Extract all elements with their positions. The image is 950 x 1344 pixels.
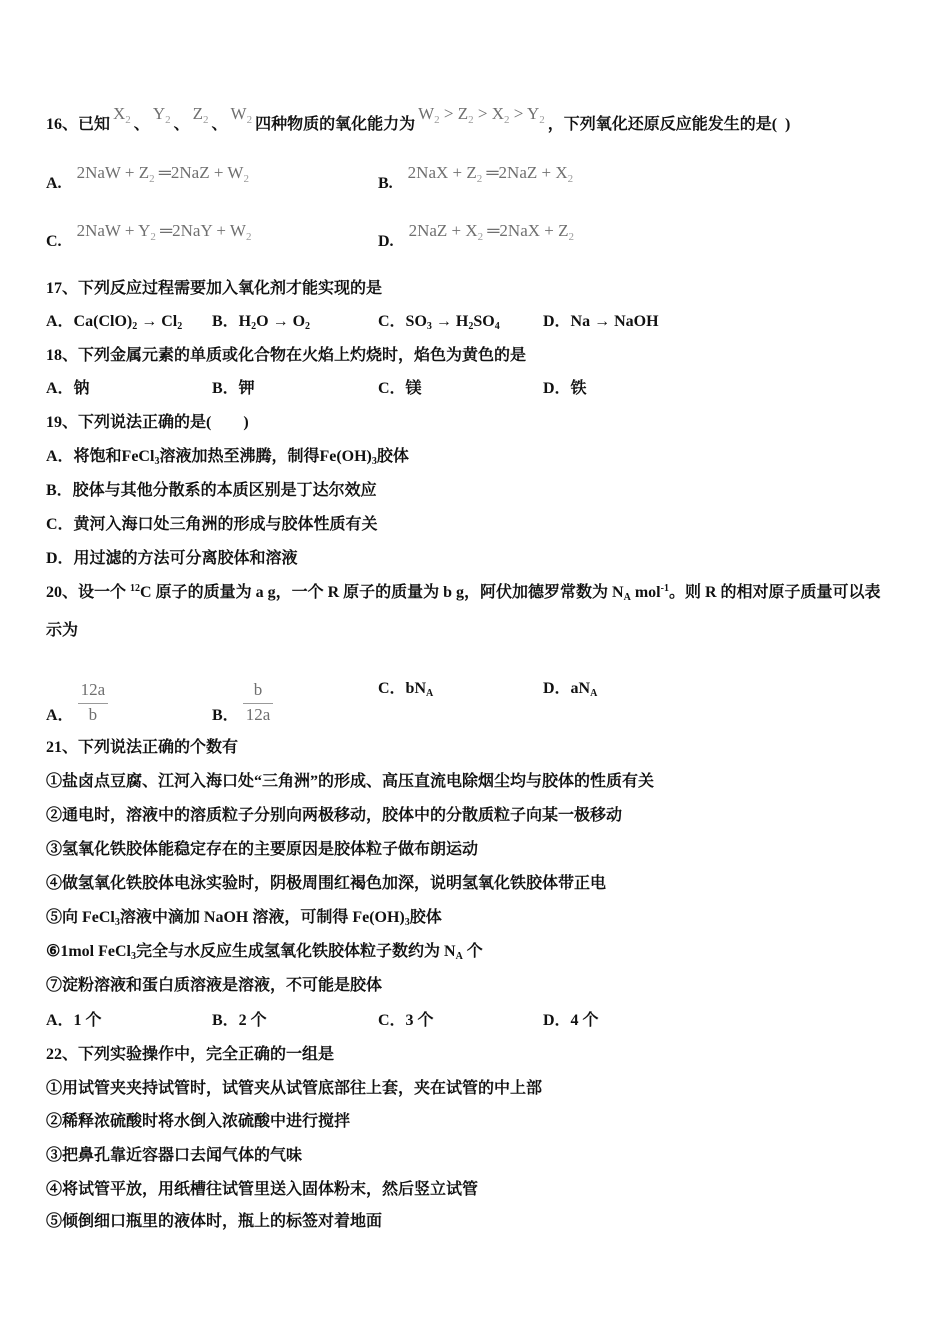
text-run: 胶体 bbox=[409, 909, 442, 926]
formula bbox=[110, 104, 134, 126]
subscript: 2 bbox=[567, 173, 574, 185]
text-run: 2NaX + Z bbox=[407, 163, 477, 182]
formula bbox=[228, 104, 256, 126]
text-run: A．Ca(ClO) bbox=[46, 313, 133, 330]
text-run: B． bbox=[212, 707, 239, 724]
fraction-denominator: b bbox=[88, 705, 98, 724]
text-run: O → O bbox=[256, 313, 306, 330]
formula bbox=[74, 221, 255, 243]
text-run: 四种物质的氧化能力为 bbox=[255, 116, 416, 133]
text-run: W bbox=[230, 104, 247, 123]
subscript: A bbox=[590, 688, 598, 699]
text-run: ═2NaY + W bbox=[155, 221, 246, 240]
q21-statement-3: ③氢氧化铁胶体能稳定存在的主要原因是胶体粒子做布朗运动 bbox=[46, 841, 479, 858]
q22-stem: 22、下列实验操作中，完全正确的一组是 bbox=[46, 1046, 335, 1063]
subscript: 2 bbox=[165, 114, 171, 126]
text-run: A． bbox=[46, 707, 74, 724]
subscript: 2 bbox=[203, 114, 209, 126]
q21-option-b: B．2 个 bbox=[212, 1012, 267, 1029]
subscript: A bbox=[455, 951, 463, 962]
subscript: 2 bbox=[132, 321, 138, 332]
text-run: > Y bbox=[509, 104, 540, 123]
q21-option-d: D．4 个 bbox=[543, 1012, 599, 1029]
text-run: C．bN bbox=[378, 680, 427, 697]
text-run: ═2NaX + Z bbox=[483, 221, 569, 240]
subscript: 2 bbox=[503, 114, 510, 126]
text-run: 、 bbox=[211, 116, 228, 133]
text-run: W bbox=[418, 104, 435, 123]
text-run: A．将饱和FeCl bbox=[46, 448, 155, 465]
text-run: 2NaW + Y bbox=[76, 221, 151, 240]
subscript: 2 bbox=[150, 231, 156, 243]
q20-option-a bbox=[46, 679, 108, 726]
formula bbox=[74, 163, 252, 185]
q20-stem bbox=[46, 583, 881, 603]
q21-statement-2: ②通电时，溶液中的溶质粒子分别向两极移动，胶体中的分散质粒子向某一极移动 bbox=[46, 807, 623, 824]
text-run: → H bbox=[431, 313, 469, 330]
subscript: A bbox=[623, 592, 631, 603]
text-run: 完全与水反应生成氢氧化铁胶体粒子数约为 N bbox=[136, 943, 456, 960]
text-run: 20、设一个 bbox=[46, 584, 131, 601]
text-run: C．SO bbox=[378, 313, 427, 330]
q17-stem: 17、下列反应过程需要加入氧化剂才能实现的是 bbox=[46, 280, 383, 297]
q22-statement-5: ⑤倾倒细口瓶里的液体时，瓶上的标签对着地面 bbox=[46, 1213, 383, 1230]
text-run: ═2NaZ + X bbox=[482, 163, 568, 182]
subscript: 2 bbox=[251, 321, 257, 332]
q18-option-c: C．镁 bbox=[378, 380, 422, 397]
q20-stem-continued: 示为 bbox=[46, 622, 79, 639]
subscript: 3 bbox=[371, 456, 377, 467]
text-run: ⑥1mol FeCl bbox=[46, 943, 131, 960]
fraction-numerator: 12a bbox=[78, 679, 109, 704]
q21-stem: 21、下列说法正确的个数有 bbox=[46, 739, 239, 756]
formula bbox=[150, 104, 174, 126]
q16-option-c bbox=[46, 221, 254, 252]
text-run: X bbox=[113, 104, 126, 123]
text-run: D．aN bbox=[543, 680, 591, 697]
text-run: 个 bbox=[462, 943, 483, 960]
fraction-numerator: b bbox=[243, 679, 274, 704]
subscript: 3 bbox=[426, 321, 432, 332]
subscript: 2 bbox=[568, 231, 575, 243]
text-run: 2NaZ + X bbox=[408, 221, 478, 240]
q20-option-b bbox=[212, 679, 273, 726]
q21-statement-7: ⑦淀粉溶液和蛋白质溶液是溶液，不可能是胶体 bbox=[46, 977, 383, 994]
q21-statement-5 bbox=[46, 908, 442, 928]
q17-option-b bbox=[212, 312, 310, 332]
q21-statement-1: ①盐卤点豆腐、江河入海口处“三角洲”的形成、高压直流电除烟尘均与胶体的性质有关 bbox=[46, 773, 655, 790]
fraction-denominator: 12a bbox=[245, 705, 271, 724]
text-run: B. bbox=[378, 175, 393, 192]
q19-stem: 19、下列说法正确的是( ) bbox=[46, 414, 249, 431]
q22-statement-1: ①用试管夹夹持试管时，试管夹从试管底部往上套，夹在试管的中上部 bbox=[46, 1080, 543, 1097]
q19-option-c: C．黄河入海口处三角洲的形成与胶体性质有关 bbox=[46, 516, 378, 533]
q22-statement-4: ④将试管平放，用纸槽往试管里送入固体粉末，然后竖立试管 bbox=[46, 1181, 479, 1198]
text-run: B．H bbox=[212, 313, 252, 330]
text-run: 2NaW + Z bbox=[76, 163, 150, 182]
subscript: 2 bbox=[539, 114, 545, 126]
q22-statement-3: ③把鼻孔靠近容器口去闻气体的气味 bbox=[46, 1147, 303, 1164]
text-run: A. bbox=[46, 175, 62, 192]
text-run: 。则 R 的相对原子质量可以表 bbox=[668, 584, 881, 601]
subscript: 4 bbox=[494, 321, 500, 332]
text-run: ⑤向 FeCl bbox=[46, 909, 115, 926]
q19-option-d: D．用过滤的方法可分离胶体和溶液 bbox=[46, 550, 298, 567]
q16-option-b bbox=[378, 163, 576, 194]
subscript: 2 bbox=[477, 231, 484, 243]
superscript: -1 bbox=[660, 583, 669, 594]
subscript: 2 bbox=[245, 231, 252, 243]
text-run: Z bbox=[192, 104, 203, 123]
subscript: 3 bbox=[131, 951, 136, 962]
subscript: 2 bbox=[246, 114, 253, 126]
subscript: 2 bbox=[305, 321, 311, 332]
q17-option-c bbox=[378, 312, 500, 332]
text-run: → Cl bbox=[137, 313, 178, 330]
text-run: 溶液中滴加 NaOH 溶液，可制得 Fe(OH) bbox=[119, 909, 405, 926]
q16-option-d bbox=[378, 221, 577, 252]
text-run: SO bbox=[473, 313, 495, 330]
fraction bbox=[243, 679, 274, 726]
formula bbox=[415, 104, 548, 126]
subscript: 2 bbox=[177, 321, 183, 332]
text-run: ，下列氧化还原反应能发生的是( ) bbox=[547, 116, 791, 133]
subscript: 3 bbox=[114, 917, 120, 928]
subscript: 2 bbox=[468, 321, 474, 332]
q16-option-a bbox=[46, 163, 252, 194]
subscript: A bbox=[426, 688, 434, 699]
subscript: 2 bbox=[476, 173, 483, 185]
q21-option-c: C．3 个 bbox=[378, 1012, 434, 1029]
formula bbox=[405, 163, 576, 185]
q17-option-a bbox=[46, 312, 182, 332]
q19-option-b: B．胶体与其他分散系的本质区别是丁达尔效应 bbox=[46, 482, 377, 499]
fraction bbox=[78, 679, 109, 726]
subscript: 2 bbox=[149, 173, 155, 185]
q16-stem bbox=[46, 104, 791, 135]
text-run: mol bbox=[630, 584, 661, 601]
q20-option-c bbox=[378, 679, 433, 699]
q21-option-a: A．1 个 bbox=[46, 1012, 102, 1029]
superscript: 12 bbox=[130, 583, 141, 594]
text-run: C 原子的质量为 a g，一个 R 原子的质量为 b g，阿伏加德罗常数为 N bbox=[140, 584, 624, 601]
text-run: 溶液加热至沸腾，制得Fe(OH) bbox=[159, 448, 372, 465]
text-run: D．Na → NaOH bbox=[543, 313, 659, 330]
q18-option-a: A．钠 bbox=[46, 380, 90, 397]
text-run: C. bbox=[46, 233, 62, 250]
text-run: ═2NaZ + W bbox=[154, 163, 244, 182]
text-run: Y bbox=[152, 104, 166, 123]
text-run: > Z bbox=[439, 104, 469, 123]
text-run: 、 bbox=[133, 116, 150, 133]
formula bbox=[190, 104, 212, 126]
text-run: 、 bbox=[173, 116, 190, 133]
subscript: 3 bbox=[404, 917, 410, 928]
text-run: > X bbox=[473, 104, 504, 123]
formula bbox=[406, 221, 577, 243]
subscript: 2 bbox=[125, 114, 131, 126]
subscript: 2 bbox=[243, 173, 249, 185]
q18-option-b: B．钾 bbox=[212, 380, 255, 397]
q17-option-d bbox=[543, 312, 659, 332]
text-run: 16、已知 bbox=[46, 116, 111, 133]
text-run: 胶体 bbox=[376, 448, 409, 465]
q18-stem: 18、下列金属元素的单质或化合物在火焰上灼烧时，焰色为黄色的是 bbox=[46, 347, 527, 364]
subscript: 2 bbox=[468, 114, 474, 126]
text-run: D. bbox=[378, 233, 394, 250]
subscript: 3 bbox=[154, 456, 160, 467]
q19-option-a bbox=[46, 447, 409, 467]
q18-option-d: D．铁 bbox=[543, 380, 587, 397]
q22-statement-2: ②稀释浓硫酸时将水倒入浓硫酸中进行搅拌 bbox=[46, 1113, 351, 1130]
q21-statement-4: ④做氢氧化铁胶体电泳实验时，阴极周围红褐色加深，说明氢氧化铁胶体带正电 bbox=[46, 875, 607, 892]
q21-statement-6 bbox=[46, 942, 483, 962]
q20-option-d bbox=[543, 679, 597, 699]
subscript: 2 bbox=[434, 114, 440, 126]
